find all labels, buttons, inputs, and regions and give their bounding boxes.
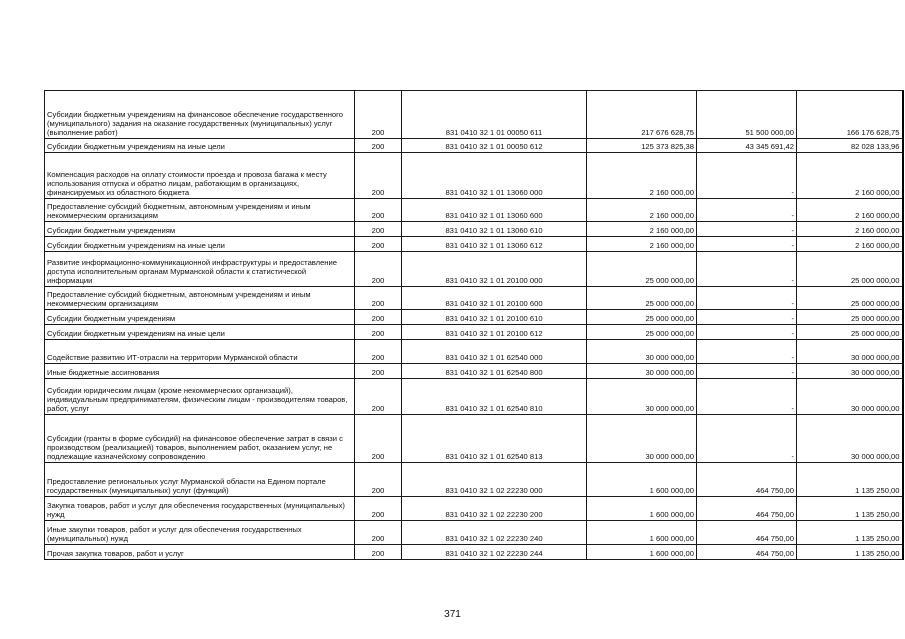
row-kbk: 831 0410 32 1 01 62540 000 [402, 340, 587, 364]
row-name: Компенсация расходов на оплату стоимости проезда и провоза багажа к месту использования отпуска и обратно лицам, работающим в организациях, финансируемых из областного бюджета [45, 153, 355, 199]
row-name: Субсидии бюджетным учреждениям на иные цели [45, 325, 355, 340]
page-number: 371 [444, 609, 461, 620]
row-kbk: 831 0410 32 1 02 22230 240 [402, 521, 587, 545]
table-row [45, 415, 903, 463]
table-row [45, 287, 903, 310]
row-planned: 30 000 000,00 [587, 364, 697, 379]
row-executed: - [697, 252, 797, 287]
row-name: Субсидии бюджетным учреждениям [45, 222, 355, 237]
row-name: Субсидии бюджетным учреждениям на иные цели [45, 237, 355, 252]
table-row [45, 222, 903, 237]
row-kbk: 831 0410 32 1 01 20100 610 [402, 310, 587, 325]
row-name: Содействие развитию ИТ-отрасли на территории Мурманской области [45, 340, 355, 364]
row-remaining: 82 028 133,96 [797, 139, 903, 153]
row-code: 200 [355, 139, 402, 153]
row-name: Предоставление региональных услуг Мурманской области на Едином портале государственных (муниципальных) услуг (функций) [45, 463, 355, 497]
row-executed: - [697, 222, 797, 237]
table-row [45, 364, 903, 379]
row-planned: 1 600 000,00 [587, 497, 697, 521]
row-executed: 464 750,00 [697, 521, 797, 545]
row-kbk: 831 0410 32 1 02 22230 244 [402, 545, 587, 560]
row-planned: 2 160 000,00 [587, 237, 697, 252]
row-remaining: 25 000 000,00 [797, 325, 903, 340]
row-executed: - [697, 237, 797, 252]
row-kbk: 831 0410 32 1 01 00050 612 [402, 139, 587, 153]
table-row [45, 325, 903, 340]
table-row [45, 139, 903, 153]
row-code: 200 [355, 153, 402, 199]
row-planned: 25 000 000,00 [587, 325, 697, 340]
row-code: 200 [355, 415, 402, 463]
row-name: Иные закупки товаров, работ и услуг для обеспечения государственных (муниципальных) нужд [45, 521, 355, 545]
row-planned: 25 000 000,00 [587, 310, 697, 325]
row-remaining: 166 176 628,75 [797, 91, 903, 139]
row-executed: 464 750,00 [697, 545, 797, 560]
row-executed: - [697, 340, 797, 364]
row-planned: 2 160 000,00 [587, 199, 697, 222]
row-remaining: 25 000 000,00 [797, 252, 903, 287]
row-code: 200 [355, 222, 402, 237]
row-name: Субсидии бюджетным учреждениям на иные цели [45, 139, 355, 153]
row-planned: 30 000 000,00 [587, 379, 697, 415]
row-executed: - [697, 153, 797, 199]
row-name: Предоставление субсидий бюджетным, автономным учреждениям и иным некоммерческим организациям [45, 199, 355, 222]
row-remaining: 1 135 250,00 [797, 463, 903, 497]
row-executed: - [697, 415, 797, 463]
row-remaining: 2 160 000,00 [797, 153, 903, 199]
row-executed: - [697, 199, 797, 222]
row-remaining: 1 135 250,00 [797, 521, 903, 545]
row-name: Субсидии бюджетным учреждениям на финансовое обеспечение государственного (муниципального) задания на оказание государственных (муниципальных) услуг (выполнение работ) [45, 91, 355, 139]
row-code: 200 [355, 325, 402, 340]
row-remaining: 1 135 250,00 [797, 497, 903, 521]
row-planned: 30 000 000,00 [587, 340, 697, 364]
row-name: Предоставление субсидий бюджетным, автономным учреждениям и иным некоммерческим организациям [45, 287, 355, 310]
table-row [45, 237, 903, 252]
row-kbk: 831 0410 32 1 02 22230 000 [402, 463, 587, 497]
row-code: 200 [355, 379, 402, 415]
row-remaining: 30 000 000,00 [797, 415, 903, 463]
row-code: 200 [355, 545, 402, 560]
table-row [45, 545, 903, 560]
row-name: Субсидии (гранты в форме субсидий) на финансовое обеспечение затрат в связи с производством (реализацией) товаров, выполнением работ, оказанием услуг, не подлежащие казначейскому сопровождению [45, 415, 355, 463]
row-remaining: 30 000 000,00 [797, 364, 903, 379]
row-executed: 43 345 691,42 [697, 139, 797, 153]
table-row [45, 91, 903, 139]
row-kbk: 831 0410 32 1 01 20100 600 [402, 287, 587, 310]
row-code: 200 [355, 310, 402, 325]
row-executed: - [697, 364, 797, 379]
row-code: 200 [355, 91, 402, 139]
row-remaining: 1 135 250,00 [797, 545, 903, 560]
row-code: 200 [355, 463, 402, 497]
table-row [45, 379, 903, 415]
row-planned: 125 373 825,38 [587, 139, 697, 153]
row-name: Иные бюджетные ассигнования [45, 364, 355, 379]
row-code: 200 [355, 252, 402, 287]
table-row [45, 463, 903, 497]
table-row [45, 199, 903, 222]
row-kbk: 831 0410 32 1 01 20100 000 [402, 252, 587, 287]
row-name: Прочая закупка товаров, работ и услуг [45, 545, 355, 560]
row-executed: - [697, 310, 797, 325]
row-planned: 2 160 000,00 [587, 153, 697, 199]
table-row [45, 340, 903, 364]
row-name: Развитие информационно-коммуникационной инфраструктуры и предоставление доступа исполнительным органам Мурманской области к статистической информации [45, 252, 355, 287]
budget-table [44, 90, 904, 560]
row-planned: 1 600 000,00 [587, 545, 697, 560]
row-code: 200 [355, 364, 402, 379]
row-remaining: 30 000 000,00 [797, 340, 903, 364]
row-kbk: 831 0410 32 1 01 13060 610 [402, 222, 587, 237]
row-remaining: 2 160 000,00 [797, 222, 903, 237]
row-planned: 2 160 000,00 [587, 222, 697, 237]
row-kbk: 831 0410 32 1 01 00050 611 [402, 91, 587, 139]
table-row [45, 252, 903, 287]
row-kbk: 831 0410 32 1 01 62540 800 [402, 364, 587, 379]
row-remaining: 25 000 000,00 [797, 310, 903, 325]
row-kbk: 831 0410 32 1 01 13060 600 [402, 199, 587, 222]
row-code: 200 [355, 497, 402, 521]
row-kbk: 831 0410 32 1 01 62540 813 [402, 415, 587, 463]
row-name: Закупка товаров, работ и услуг для обеспечения государственных (муниципальных) нужд [45, 497, 355, 521]
row-planned: 25 000 000,00 [587, 252, 697, 287]
row-kbk: 831 0410 32 1 01 13060 000 [402, 153, 587, 199]
row-code: 200 [355, 521, 402, 545]
row-kbk: 831 0410 32 1 02 22230 200 [402, 497, 587, 521]
row-name: Субсидии юридическим лицам (кроме некоммерческих организаций), индивидуальным предпринимателям, физическим лицам - производителям товаров, работ, услуг [45, 379, 355, 415]
row-kbk: 831 0410 32 1 01 62540 810 [402, 379, 587, 415]
row-code: 200 [355, 237, 402, 252]
row-planned: 1 600 000,00 [587, 521, 697, 545]
row-kbk: 831 0410 32 1 01 13060 612 [402, 237, 587, 252]
row-executed: - [697, 379, 797, 415]
row-code: 200 [355, 340, 402, 364]
row-executed: - [697, 287, 797, 310]
row-planned: 217 676 628,75 [587, 91, 697, 139]
row-executed: 51 500 000,00 [697, 91, 797, 139]
row-code: 200 [355, 199, 402, 222]
row-executed: 464 750,00 [697, 463, 797, 497]
row-code: 200 [355, 287, 402, 310]
row-executed: 464 750,00 [697, 497, 797, 521]
row-remaining: 2 160 000,00 [797, 199, 903, 222]
row-remaining: 2 160 000,00 [797, 237, 903, 252]
row-remaining: 25 000 000,00 [797, 287, 903, 310]
table-row [45, 521, 903, 545]
table-row [45, 153, 903, 199]
row-remaining: 30 000 000,00 [797, 379, 903, 415]
row-planned: 25 000 000,00 [587, 287, 697, 310]
table-row [45, 497, 903, 521]
row-kbk: 831 0410 32 1 01 20100 612 [402, 325, 587, 340]
row-executed: - [697, 325, 797, 340]
row-planned: 1 600 000,00 [587, 463, 697, 497]
row-planned: 30 000 000,00 [587, 415, 697, 463]
row-name: Субсидии бюджетным учреждениям [45, 310, 355, 325]
table-row [45, 310, 903, 325]
